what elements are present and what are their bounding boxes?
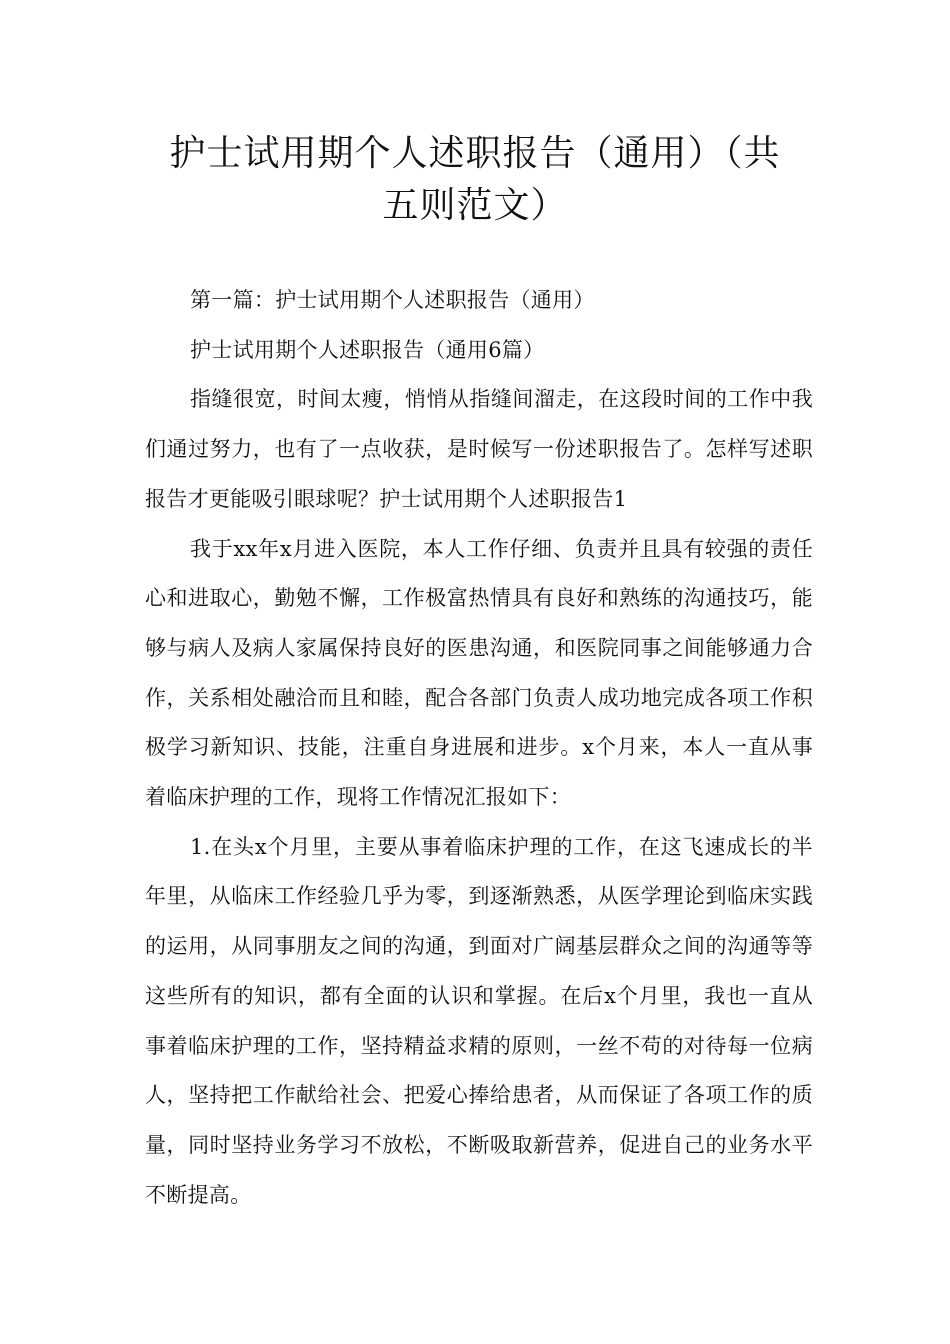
title-line-1: 护士试用期个人述职报告（通用）（共 [169, 133, 781, 174]
paragraph-background: 我于xx年x月进入医院，本人工作仔细、负责并且具有较强的责任心和进取心，勤勉不懈，工作极富热情具有良好和熟练的沟通技巧，能够与病人及病人家属保持良好的医患沟通，和医院同事之间能够通力合作，关系相处融洽而且和睦，配合各部门负责人成功地完成各项工作积极学习新知识、技能，注重自身进展和进步。x个月来，本人一直从事着临床护理的工作，现将工作情况汇报如下： [145, 536, 813, 810]
section-heading: 第一篇：护士试用期个人述职报告（通用） [190, 288, 595, 312]
document-title [100, 128, 850, 232]
document-body [145, 276, 813, 1220]
paragraph-item-1: 1.在头x个月里，主要从事着临床护理的工作，在这飞速成长的半年里，从临床工作经验几乎为零，到逐渐熟悉，从医学理论到临床实践的运用，从同事朋友之间的沟通，到面对广阔基层群众之间的沟通等等这些所有的知识，都有全面的认识和掌握。在后x个月里，我也一直从事着临床护理的工作，坚持精益求精的原则，一丝不苟的对待每一位病人，坚持把工作献给社会、把爱心捧给患者，从而保证了各项工作的质量，同时坚持业务学习不放松，不断吸取新营养，促进自己的业务水平不断提高。 [145, 834, 813, 1207]
paragraph-intro: 指缝很宽，时间太瘦，悄悄从指缝间溜走，在这段时间的工作中我们通过努力，也有了一点收获，是时候写一份述职报告了。怎样写述职报告才更能吸引眼球呢？护士试用期个人述职报告1 [145, 387, 813, 511]
subtitle: 护士试用期个人述职报告（通用6篇） [190, 337, 545, 362]
title-line-2: 五则范文） [382, 185, 568, 226]
